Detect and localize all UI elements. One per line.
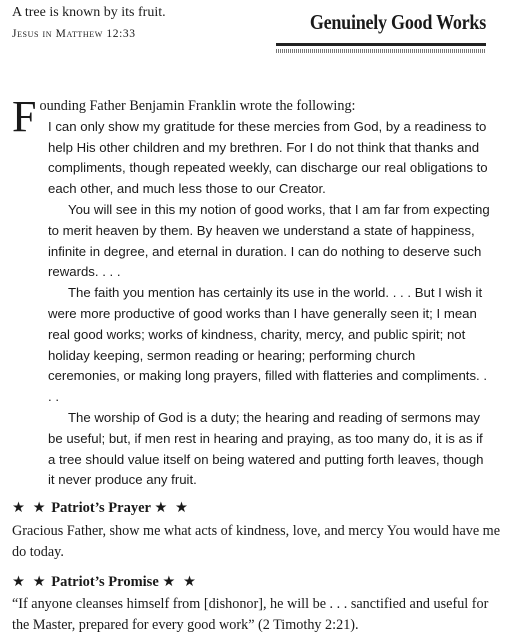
star-icon: ★ ★ [12, 574, 48, 590]
star-icon: ★ ★ [12, 500, 48, 516]
epigraph [12, 4, 166, 40]
title-block [276, 10, 486, 53]
page-title: Genuinely Good Works [309, 10, 486, 34]
epigraph-source: Jesus in Matthew 12:33 [12, 28, 136, 40]
quote-paragraph: I can only show my gratitude for these mercies from God, by a readiness to help His other children and my brethren. For I do not think that thanks and compliments, though repeated weekly, can discharge our real obligations to each other, and much less those to our Creator. [48, 118, 488, 197]
title-dotted-rule [276, 49, 486, 53]
intro-line [12, 92, 490, 141]
star-icon: ★ ★ [162, 574, 199, 590]
intro-text: ounding Father Benjamin Franklin wrote the following: [39, 98, 356, 114]
quote-paragraph: The faith you mention has certainly its use in the world. . . . But I wish it were more productive of good works than I have generally seen it; I mean real good works; works of kindness, charity, mercy, and public spirit; not holiday keeping, sermon reading or hearing; performing church ceremonies, or making long prayers, filled with flatteries and compliments. . . . [48, 285, 488, 405]
prayer-text: Gracious Father, show me what acts of kindness, love, and mercy You would have me do today. [12, 523, 501, 560]
prayer-heading [12, 500, 190, 517]
drop-cap: F [12, 92, 37, 141]
title-rule [276, 43, 486, 46]
body-text [12, 92, 490, 491]
star-icon: ★ ★ [154, 500, 190, 516]
promise-text: “If anyone cleanses himself from [dishonor], he will be . . . sanctified and useful for the Master, prepared for every good work” (2 Timothy 2:21). [12, 596, 489, 633]
promise-heading-label: Patriot’s Promise [51, 574, 159, 590]
quote-paragraph: The worship of God is a duty; the hearing and reading of sermons may be useful; but, if men rest in hearing and praying, as too many do, it is as if a tree should value itself on being watered and putting forth leaves, though it never produce any fruit. [48, 409, 484, 488]
promise-heading [12, 574, 198, 591]
epigraph-quote: A tree is known by its fruit. [12, 5, 166, 20]
prayer-heading-label: Patriot’s Prayer [51, 500, 151, 516]
quote-paragraph: You will see in this my notion of good works, that I am far from expecting to merit heaven by them. By heaven we understand a state of happiness, infinite in degree, and eternal in duration. I can do nothing to deserve such rewards. . . . [48, 201, 490, 280]
